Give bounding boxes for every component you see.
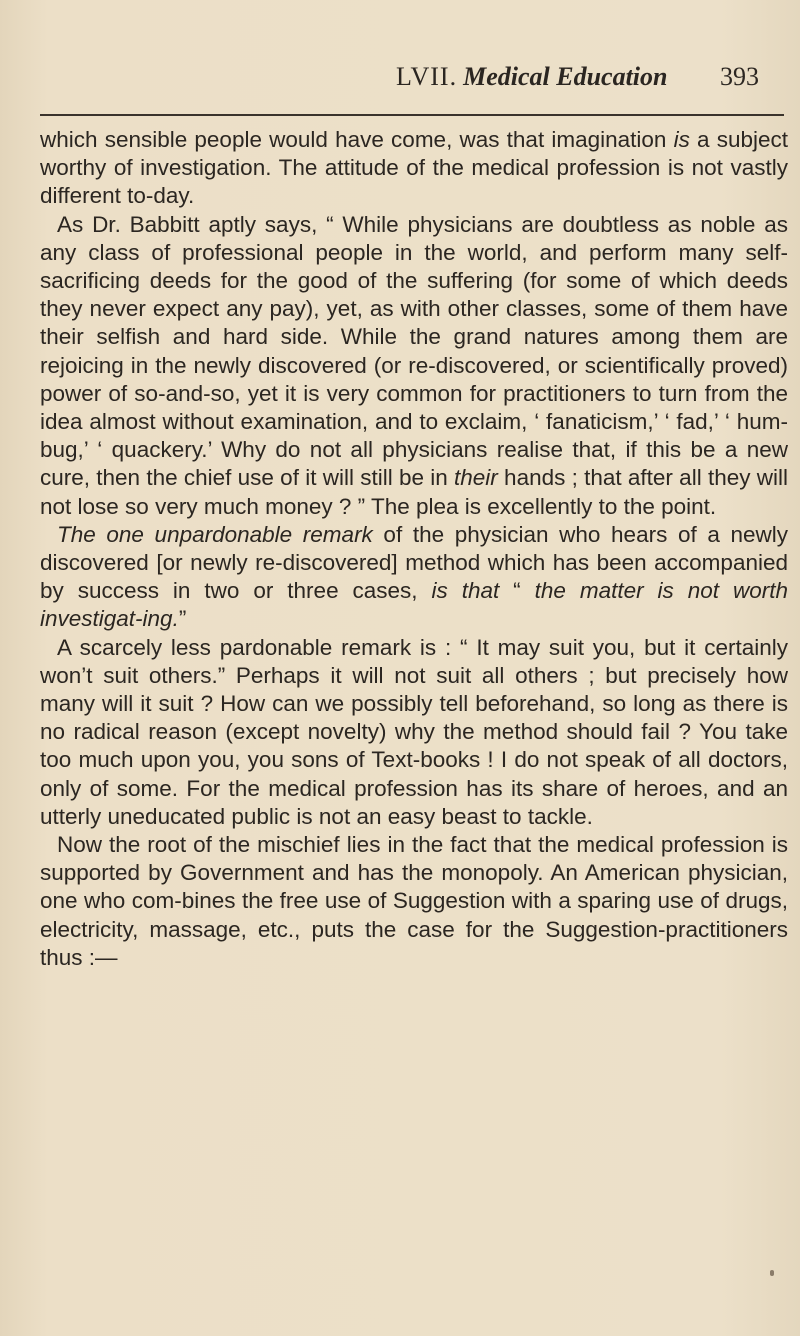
ink-speck: [770, 1270, 774, 1276]
paragraph-2: As Dr. Babbitt aptly says, “ While physicians are doubtless as noble as any class of professional people in the world, and perform many self-sacrificing deeds for the good of the suffering (for some of which deeds they never expect any pay), yet, as with other classes, some of them have their selfish and hard side. While the grand natures among them are rejoicing in the newly discovered (or re-discovered, or scientifically proved) power of so-and-so, yet it is very common for practitioners to turn from the idea almost without examination, and to exclaim, ‘ fanaticism,’ ‘ fad,’ ‘ hum-bug,’ ‘ quackery.’ Why do not all physicians realise that, if this be a new cure, then the chief use of it will still be in their hands ; that after all they will not lose so very much money ? ” The plea is excellently to the point.: [40, 211, 788, 519]
header-rule: [40, 114, 784, 116]
page-number: 393: [720, 62, 759, 91]
italic-phrase: the matter is not worth investigat-ing.: [40, 578, 788, 632]
paragraph-1: which sensible people would have come, was that imagination is a subject worthy of investigation. The attitude of the medical profession is not vastly different to-day.: [40, 127, 788, 209]
italic-phrase: their: [454, 465, 498, 491]
chapter-number: LVII.: [396, 62, 458, 91]
section-title: Medical Education: [463, 62, 668, 91]
italic-phrase: is: [673, 127, 690, 152]
header-title: [396, 62, 668, 92]
running-header: [0, 62, 800, 98]
paragraph-3: The one unpardonable remark of the physician who hears of a newly discovered [or newly re-discovered] method which has been accompanied by success in two or three cases, is that “ the matter is not worth investigat-ing.”: [40, 521, 788, 632]
italic-phrase: The one unpardonable remark: [57, 521, 373, 547]
italic-phrase: is that: [431, 578, 500, 604]
body-text: [40, 126, 788, 972]
paragraph-4: A scarcely less pardonable remark is : “ It may suit you, but it certainly won’t suit others.” Perhaps it will not suit all others ; but precisely how many will it suit ? How can we possibly tell beforehand, so long as there is no radical reason (except novelty) why the method should fail ? You take too much upon you, you sons of Text-books ! I do not speak of all doctors, only of some. For the medical profession has its share of heroes, and an utterly uneducated public is not an easy beast to tackle.: [40, 634, 788, 829]
paragraph-5: Now the root of the mischief lies in the fact that the medical profession is supported by Government and has the monopoly. An American physician, one who com-bines the free use of Suggestion with a sparing use of drugs, electricity, massage, etc., puts the case for the Suggestion-practitioners thus :—: [40, 832, 788, 970]
